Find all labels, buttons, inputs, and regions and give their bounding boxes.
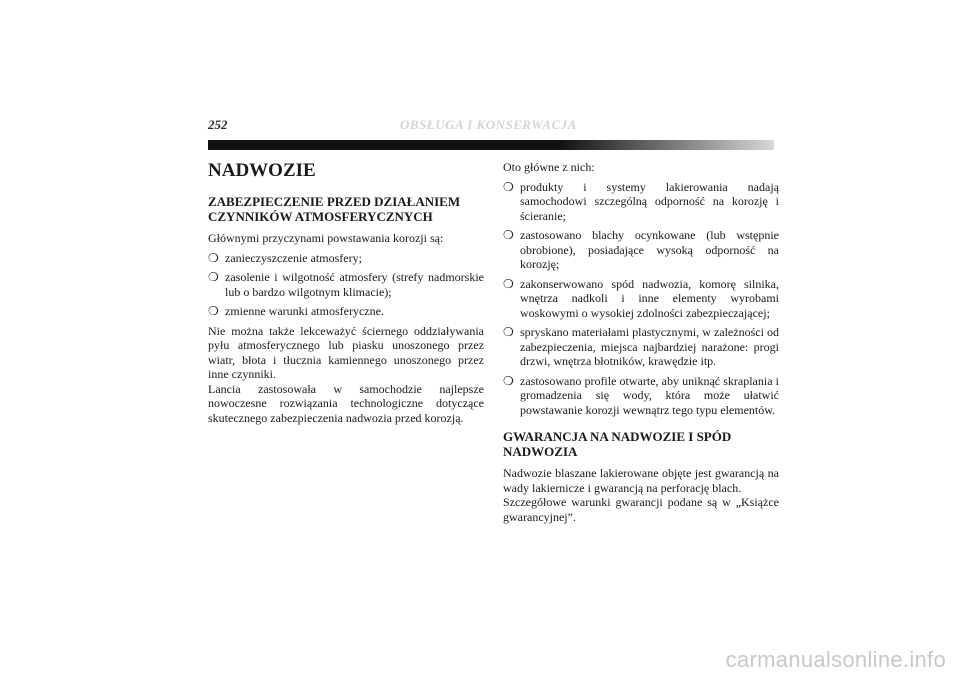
list-item: ❍ zakonserwowano spód nadwozia, komorę silnika, wnętrza nadkoli i inne elementy wyrobami woskowymi o wysokiej zdolności zabezpieczającej; [503,276,779,320]
running-head: OBSŁUGA I KONSERWACJA [400,117,577,132]
corrosion-protection-heading: ZABEZPIECZENIE PRZED DZIAŁANIEM CZYNNIKÓW ATMOSFERYCZNYCH [208,194,461,224]
bullet-icon: ❍ [503,179,514,194]
solutions-list [503,180,779,418]
section-title: NADWOZIE [208,160,316,181]
abrasion-paragraph: Nie można także lekceważyć ściernego oddziaływania pyłu atmosferycznego lub piasku unoszonego przez wiatr, błota i tłucznia kamiennego unoszonego przez inne czynniki. [208,323,484,381]
warranty-paragraph: Nadwozie blaszane lakierowane objęte jest gwarancją na wady lakiernicze i gwarancją na perforację blach. [503,466,779,495]
header-rule [208,140,774,150]
main-solutions-intro: Oto główne z nich: [503,160,595,174]
list-item: ❍ zmienne warunki atmosferyczne. [208,304,384,318]
bullet-icon: ❍ [208,270,219,284]
left-column [208,160,484,430]
list-item: ❍ spryskano materiałami plastycznymi, w zależności od zabezpieczenia, miejsca najbardziej narażone: progi drzwi, wnętrza błotników, krawędzie itp. [503,325,779,368]
warranty-details-paragraph: Szczegółowe warunki gwarancji podane są w „Książce gwarancyjnej”. [503,495,779,524]
bullet-icon: ❍ [208,250,219,265]
bullet-icon: ❍ [503,276,514,291]
warranty-heading: GWARANCJA NA NADWOZIE I SPÓD NADWOZIA [503,429,732,459]
list-item: ❍ zanieczyszczenie atmosfery; [208,250,362,265]
causes-list [208,251,484,319]
bullet-icon: ❍ [503,228,514,242]
list-item: ❍ zastosowano profile otwarte, aby uniknąć skraplania i gromadzenia się wody, która może ułatwić powstawanie korozji wewnątrz tego typu elementów. [503,373,779,417]
bullet-icon: ❍ [208,304,219,318]
bullet-icon: ❍ [503,325,514,339]
right-column [503,160,779,529]
causes-intro: Głównymi przyczynami powstawania korozji są: [208,231,444,245]
watermark: carmanualsonline.info [725,647,946,672]
list-item: ❍ zastosowano blachy ocynkowane (lub wstępnie obrobione), posiadające wysoką odporność na korozję; [503,228,779,271]
lancia-paragraph: Lancia zastosowała w samochodzie najlepsze nowoczesne rozwiązania technologiczne dotyczące skutecznego zabezpieczenia nadwozia przed korozją. [208,381,484,425]
bullet-icon: ❍ [503,373,514,388]
page-number: 252 [208,117,228,132]
list-item: ❍ produkty i systemy lakierowania nadają samochodowi szczególną odporność na korozję i ścieranie; [503,179,779,223]
list-item: ❍ zasolenie i wilgotność atmosfery (strefy nadmorskie lub o bardzo wilgotnym klimacie); [208,270,484,299]
